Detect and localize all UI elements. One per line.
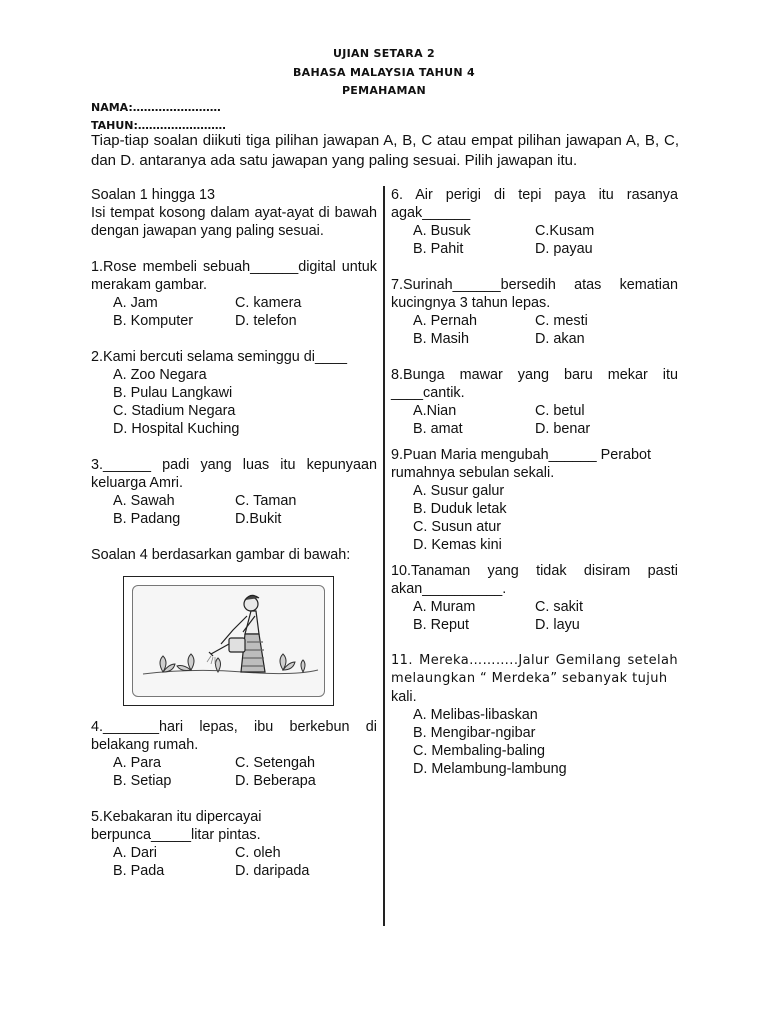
question-text: 3.______ padi yang luas itu kepunyaan keluarga Amri. [91, 457, 377, 491]
year-field: TAHUN:…………………… [91, 119, 226, 132]
column-divider [383, 186, 385, 926]
question-2 [91, 348, 377, 438]
question-1 [91, 258, 377, 330]
question-text: 6. Air perigi di tepi paya itu rasanya agak______ [391, 187, 678, 221]
option-b: B. Duduk letak [413, 501, 507, 517]
right-column [391, 186, 678, 796]
question-5 [91, 808, 377, 880]
option-c: C. mesti [535, 313, 588, 329]
option-a: A. Melibas-libaskan [413, 707, 538, 723]
option-a: A. Para [113, 755, 161, 771]
question-text: 11. Mereka………..Jalur Gemilang setelah melaungkan “ Merdeka” sebanyak tujuh [391, 653, 678, 686]
option-b: B. Mengibar-ngibar [413, 725, 536, 741]
question-6 [391, 186, 678, 258]
option-b: B. Komputer [113, 313, 193, 329]
question-text: 1.Rose membeli sebuah______digital untuk merakam gambar. [91, 259, 377, 293]
option-c: C. Setengah [235, 755, 316, 771]
option-c: C. Susun atur [413, 519, 501, 535]
question-text: 9.Puan Maria mengubah______ Perabot rumahnya sebulan sekali. [391, 447, 652, 481]
option-d: D. daripada [235, 863, 310, 879]
question-text: 10.Tanaman yang tidak disiram pasti akan__________. [391, 563, 678, 597]
option-d: D. Beberapa [235, 773, 316, 789]
question-9 [391, 446, 678, 554]
section-title: Soalan 1 hingga 13 [91, 187, 216, 203]
option-b: B. Setiap [113, 773, 172, 789]
option-a: A.Nian [413, 403, 457, 419]
option-a: A. Zoo Negara [113, 367, 207, 383]
gardening-illustration [123, 576, 334, 706]
option-c: C.Kusam [535, 223, 595, 239]
option-c: C. oleh [235, 845, 281, 861]
section-desc: Isi tempat kosong dalam ayat-ayat di bawah dengan jawapan yang paling sesuai. [91, 205, 377, 239]
option-b: B. Reput [413, 617, 469, 633]
option-d: D. benar [535, 421, 591, 437]
left-column [91, 186, 377, 898]
option-a: A. Sawah [113, 493, 175, 509]
exam-title: UJIAN SETARA 2 [333, 47, 435, 60]
question-4 [91, 718, 377, 790]
option-a: A. Pernah [413, 313, 477, 329]
question-text-line1: 5.Kebakaran itu dipercayai [91, 809, 262, 825]
question-7 [391, 276, 678, 348]
question-text: 4._______hari lepas, ibu berkebun di belakang rumah. [91, 719, 377, 753]
option-d: D. payau [535, 241, 593, 257]
question-3 [91, 456, 377, 528]
option-d: D. telefon [235, 313, 297, 329]
option-d: D. Melambung-lambung [413, 761, 567, 777]
exam-section: PEMAHAMAN [341, 84, 427, 97]
exam-subject: BAHASA MALAYSIA TAHUN 4 [292, 66, 476, 79]
option-b: B. Pada [113, 863, 165, 879]
woman-gardening-image [133, 586, 326, 698]
section-4-intro [91, 546, 377, 564]
option-b: B. Padang [113, 511, 181, 527]
question-text: 8.Bunga mawar yang baru mekar itu ____cantik. [391, 367, 678, 401]
option-d: D.Bukit [235, 511, 282, 527]
question-text: 7.Surinah______bersedih atas kematian kucingnya 3 tahun lepas. [391, 277, 678, 311]
option-a: A. Dari [113, 845, 157, 861]
option-d: D. layu [535, 617, 580, 633]
option-c: C. kamera [235, 295, 302, 311]
question-text: 2.Kami bercuti selama seminggu di____ [91, 349, 347, 365]
option-c: C. betul [535, 403, 585, 419]
instructions: Tiap-tiap soalan diikuti tiga pilihan jawapan A, B, C atau empat pilihan jawapan A, B, C, dan D. antaranya ada satu jawapan yang paling sesuai. Pilih jawapan itu. [91, 132, 679, 169]
question-10 [391, 562, 678, 634]
option-a: A. Busuk [413, 223, 471, 239]
section-intro [91, 186, 377, 240]
option-c: C. Stadium Negara [113, 403, 236, 419]
question-text-line2: berpunca_____litar pintas. [91, 827, 261, 843]
option-b: B. Pahit [413, 241, 464, 257]
question-8 [391, 366, 678, 438]
option-d: D. Hospital Kuching [113, 421, 240, 437]
option-b: B. Masih [413, 331, 469, 347]
option-c: C. sakit [535, 599, 583, 615]
option-a: A. Muram [413, 599, 476, 615]
question-11 [391, 652, 678, 778]
option-d: D. akan [535, 331, 585, 347]
section-title: Soalan 4 berdasarkan gambar di bawah: [91, 547, 351, 563]
question-text-end: kali. [391, 689, 417, 705]
option-a: A. Jam [113, 295, 158, 311]
option-a: A. Susur galur [413, 483, 505, 499]
option-c: C. Membaling-baling [413, 743, 545, 759]
name-field: NAMA:…………………… [91, 101, 221, 114]
option-c: C. Taman [235, 493, 297, 509]
option-b: B. amat [413, 421, 463, 437]
option-b: B. Pulau Langkawi [113, 385, 233, 401]
option-d: D. Kemas kini [413, 537, 502, 553]
